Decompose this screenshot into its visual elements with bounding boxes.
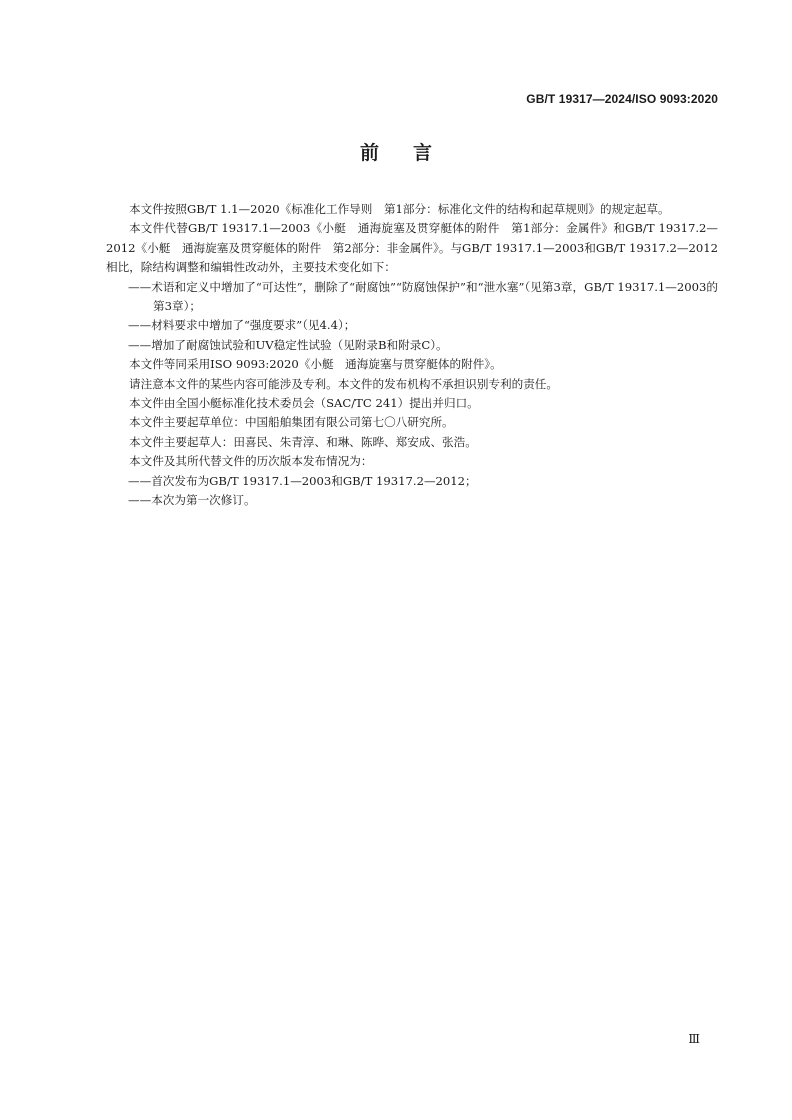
paragraph: 本文件按照GB/T 1.1—2020《标准化工作导则 第1部分：标准化文件的结构和起草规则》的规定起草。 [129,202,670,216]
list-item: ——术语和定义中增加了“可达性”，删除了“耐腐蚀”“防腐蚀保护”和“泄水塞”（见第3章，GB/T 19317.1—2003的第3章）； [128,279,718,314]
paragraph: 本文件由全国小艇标准化技术委员会（SAC/TC 241）提出并归口。 [129,396,479,411]
page-title: 前言 [359,142,466,164]
document-body [106,200,718,511]
list-item: ——增加了耐腐蚀试验和UV稳定性试验（见附录B和附录C）。 [128,337,448,352]
paragraph: 请注意本文件的某些内容可能涉及专利。本文件的发布机构不承担识别专利的责任。 [129,376,558,391]
paragraph: 本文件主要起草人：田喜民、朱青淳、和琳、陈晔、郑安成、张浩。 [129,434,477,449]
standard-code: GB/T 19317—2024/ISO 9093:2020 [526,92,718,106]
list-item: ——本次为第一次修订。 [128,493,256,508]
paragraph: 本文件及其所代替文件的历次版本发布情况为： [129,454,373,469]
list-item: ——首次发布为GB/T 19317.1—2003和GB/T 19317.2—2012； [128,473,477,488]
list-item: ——材料要求中增加了“强度要求”（见4.4）； [128,318,356,333]
paragraph: 本文件等同采用ISO 9093:2020《小艇 通海旋塞与贯穿艇体的附件》。 [129,357,502,372]
paragraph: 本文件主要起草单位：中国船舶集团有限公司第七〇八研究所。 [129,415,454,430]
paragraph: 本文件代替GB/T 19317.1—2003《小艇 通海旋塞及贯穿艇体的附件 第1部分：金属件》和GB/T 19317.2—2012《小艇 通海旋塞及贯穿艇体的附件 第2部分：非金属件》。与GB/T 19317.1—2003和GB/T 19317.2—2012相比，除结构调整和编辑性改动外，主要技术变化如下： [106,221,718,275]
page-number: Ⅲ [688,1032,700,1046]
